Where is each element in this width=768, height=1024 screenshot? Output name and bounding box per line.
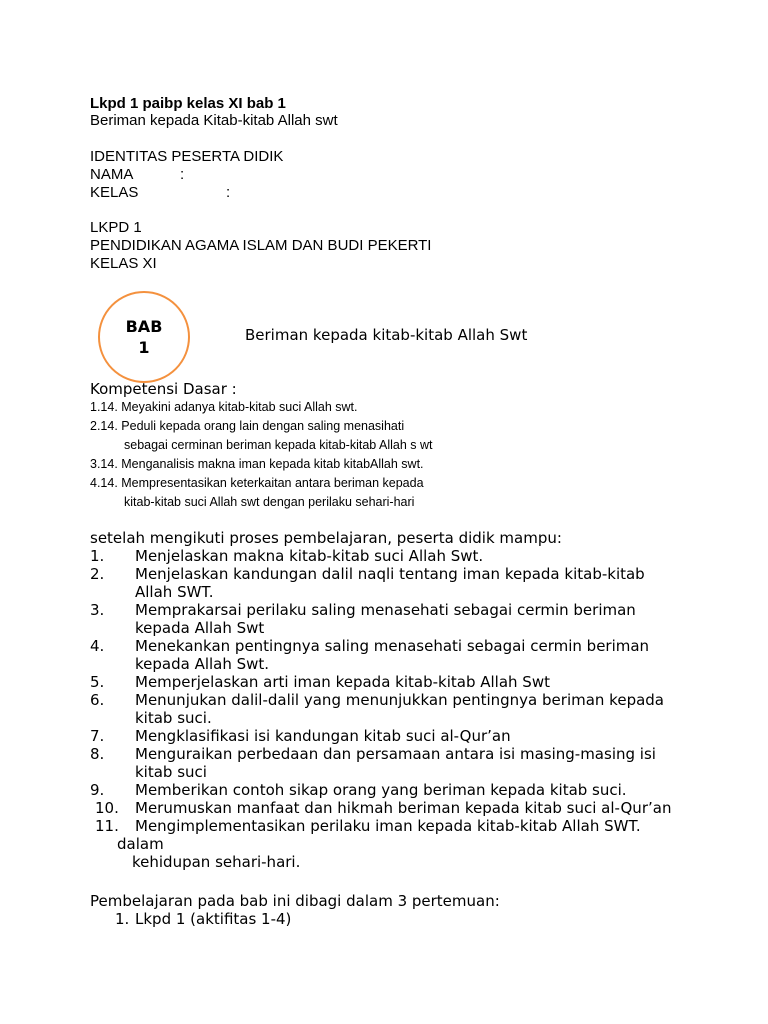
objective-text-continuation: Allah SWT. bbox=[135, 583, 214, 601]
objective-item bbox=[90, 637, 710, 673]
objective-number: 11. bbox=[95, 817, 119, 835]
objective-text: Memberikan contoh sikap orang yang beriman kepada kitab suci. bbox=[135, 781, 627, 799]
bab-number: 1 bbox=[138, 338, 150, 357]
objectives-intro: setelah mengikuti proses pembelajaran, peserta didik mampu: bbox=[90, 529, 562, 547]
objective-text: Memperjelaskan arti iman kepada kitab-kitab Allah Swt bbox=[135, 673, 550, 691]
name-colon: : bbox=[180, 166, 185, 183]
objective-number: 4. bbox=[90, 637, 105, 655]
objective-text: Menguraikan perbedaan dan persamaan antara isi masing-masing isi bbox=[135, 745, 656, 763]
objective-item bbox=[90, 565, 710, 601]
objective-text-continuation: kehidupan sehari-hari. bbox=[132, 853, 301, 871]
objective-number: 9. bbox=[90, 781, 105, 799]
grade-label: KELAS XI bbox=[90, 255, 157, 272]
name-label: NAMA bbox=[90, 166, 134, 183]
objective-text: Memprakarsai perilaku saling menasehati sebagai cermin beriman bbox=[135, 601, 636, 619]
objective-item bbox=[90, 799, 710, 817]
objective-item bbox=[90, 781, 710, 799]
objective-text: Menjelaskan makna kitab-kitab suci Allah Swt. bbox=[135, 547, 484, 565]
objective-item bbox=[90, 727, 710, 745]
class-label: KELAS bbox=[90, 184, 139, 201]
bab-badge bbox=[98, 291, 190, 383]
kompetensi-item-continuation: sebagai cerminan beriman kepada kitab-kitab Allah s wt bbox=[124, 438, 433, 452]
kompetensi-item: 3.14. Menganalisis makna iman kepada kitab kitabAllah swt. bbox=[90, 457, 424, 471]
kompetensi-item: 2.14. Peduli kepada orang lain dengan saling menasihati bbox=[90, 419, 405, 433]
objective-item bbox=[90, 817, 710, 871]
kompetensi-item: 1.14. Meyakini adanya kitab-kitab suci Allah swt. bbox=[90, 400, 358, 414]
lkpd-label: LKPD 1 bbox=[90, 219, 142, 236]
objective-number: 3. bbox=[90, 601, 105, 619]
objective-number: 10. bbox=[95, 799, 119, 817]
document-title: Lkpd 1 paibp kelas XI bab 1 bbox=[90, 95, 286, 112]
objective-text: Mengklasifikasi isi kandungan kitab suci al-Qur’an bbox=[135, 727, 511, 745]
objective-text-continuation: kitab suci bbox=[135, 763, 207, 781]
objective-text-continuation: kitab suci. bbox=[135, 709, 212, 727]
objective-number: 5. bbox=[90, 673, 105, 691]
subject-label: PENDIDIKAN AGAMA ISLAM DAN BUDI PEKERTI bbox=[90, 237, 432, 254]
kompetensi-item-continuation: kitab-kitab suci Allah swt dengan perilaku sehari-hari bbox=[124, 495, 415, 509]
meeting-item-text: Lkpd 1 (aktifitas 1-4) bbox=[135, 910, 292, 928]
objective-item bbox=[90, 601, 710, 637]
objective-text: Menjelaskan kandungan dalil naqli tentang iman kepada kitab-kitab bbox=[135, 565, 645, 583]
objective-text: Mengimplementasikan perilaku iman kepada kitab-kitab Allah SWT. bbox=[135, 817, 641, 835]
objective-number: 6. bbox=[90, 691, 105, 709]
objective-number: 2. bbox=[90, 565, 105, 583]
objective-text: Merumuskan manfaat dan hikmah beriman kepada kitab suci al-Qur’an bbox=[135, 799, 672, 817]
objective-item bbox=[90, 745, 710, 781]
class-colon: : bbox=[226, 184, 231, 201]
meetings-intro: Pembelajaran pada bab ini dibagi dalam 3 pertemuan: bbox=[90, 892, 500, 910]
objective-number: 8. bbox=[90, 745, 105, 763]
document-subtitle: Beriman kepada Kitab-kitab Allah swt bbox=[90, 112, 338, 129]
objective-text: Menekankan pentingnya saling menasehati sebagai cermin beriman bbox=[135, 637, 650, 655]
kompetensi-item: 4.14. Mempresentasikan keterkaitan antara beriman kepada bbox=[90, 476, 424, 490]
meeting-item-number: 1. bbox=[115, 910, 130, 928]
bab-topic: Beriman kepada kitab-kitab Allah Swt bbox=[245, 326, 528, 344]
objective-text-continuation: kepada Allah Swt bbox=[135, 619, 265, 637]
objective-item bbox=[90, 673, 710, 691]
identity-heading: IDENTITAS PESERTA DIDIK bbox=[90, 148, 284, 165]
objective-text-continuation: kepada Allah Swt. bbox=[135, 655, 270, 673]
objective-number: 7. bbox=[90, 727, 105, 745]
objectives-list bbox=[90, 547, 710, 871]
bab-label: BAB bbox=[125, 317, 163, 336]
objective-text: Menunjukan dalil-dalil yang menunjukkan pentingnya beriman kepada bbox=[135, 691, 664, 709]
objective-item bbox=[90, 691, 710, 727]
objective-number: 1. bbox=[90, 547, 105, 565]
objective-item bbox=[90, 547, 710, 565]
objective-text-continuation: dalam bbox=[117, 835, 164, 853]
kompetensi-heading: Kompetensi Dasar : bbox=[90, 380, 237, 398]
